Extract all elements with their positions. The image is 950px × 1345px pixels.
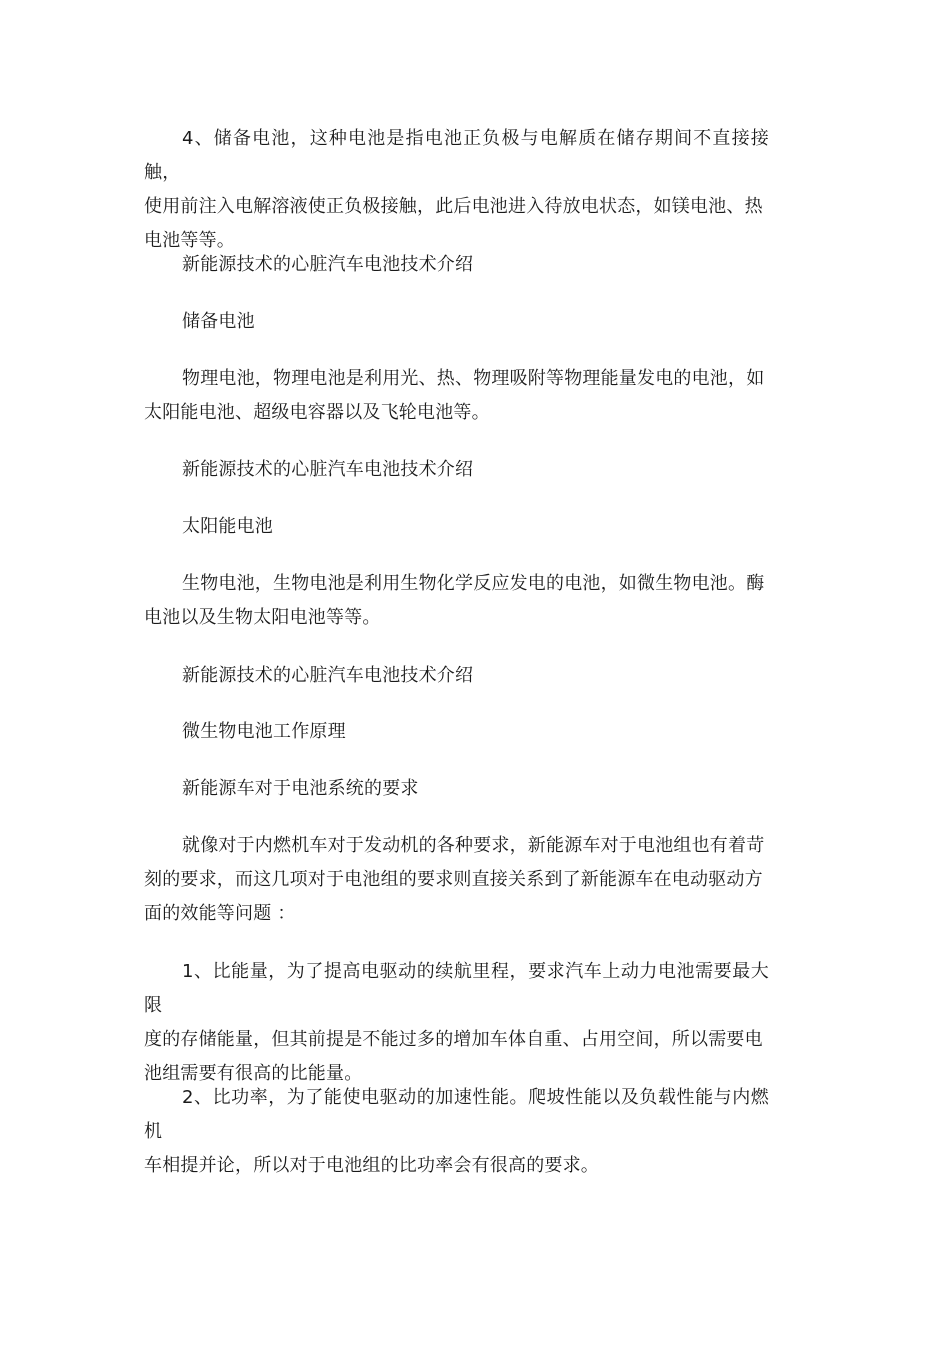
text-line: 微生物电池工作原理 xyxy=(182,721,346,742)
image-caption xyxy=(144,248,769,282)
image-caption xyxy=(144,453,769,487)
text-line: 2、比功率，为了能使电驱动的加速性能。爬坡性能以及负载性能与内燃机 xyxy=(144,1087,769,1142)
image-caption xyxy=(144,510,769,544)
text-line: 新能源技术的心脏汽车电池技术介绍 xyxy=(182,254,474,275)
text-line: 电池以及生物太阳电池等等。 xyxy=(144,607,381,628)
text-line: 储备电池 xyxy=(182,311,255,332)
text-line: 面的效能等问题 ： xyxy=(144,903,296,924)
paragraph-specific-power xyxy=(144,1081,769,1183)
text-line: 太阳能电池 xyxy=(182,516,273,537)
text-line: 物理电池，物理电池是利用光、热、物理吸附等物理能量发电的电池，如 xyxy=(182,368,765,389)
text-line: 1、比能量，为了提高电驱动的续航里程，要求汽车上动力电池需要最大限 xyxy=(144,961,769,1016)
paragraph-reserve-battery xyxy=(144,122,769,258)
text-line: 生物电池，生物电池是利用生物化学反应发电的电池，如微生物电池。酶 xyxy=(182,573,765,594)
text-line: 新能源车对于电池系统的要求 xyxy=(182,778,419,799)
image-caption xyxy=(144,659,769,693)
text-line: 新能源技术的心脏汽车电池技术介绍 xyxy=(182,665,474,686)
text-line: 就像对于内燃机车对于发动机的各种要求，新能源车对于电池组也有着苛 xyxy=(182,835,765,856)
text-line: 刻的要求，而这几项对于电池组的要求则直接关系到了新能源车在电动驱动方 xyxy=(144,869,763,890)
image-caption xyxy=(144,305,769,339)
text-line: 车相提并论，所以对于电池组的比功率会有很高的要求。 xyxy=(144,1155,599,1176)
section-heading xyxy=(144,772,769,806)
text-line: 电池等等。 xyxy=(144,230,235,251)
image-caption xyxy=(144,715,769,749)
paragraph-biological-battery xyxy=(144,567,769,635)
paragraph-physical-battery xyxy=(144,362,769,430)
paragraph-specific-energy xyxy=(144,955,769,1091)
text-line: 4、储备电池，这种电池是指电池正负极与电解质在储存期间不直接接触， xyxy=(144,128,769,183)
text-line: 太阳能电池、超级电容器以及飞轮电池等。 xyxy=(144,402,490,423)
text-line: 新能源技术的心脏汽车电池技术介绍 xyxy=(182,459,474,480)
paragraph-requirements-intro xyxy=(144,829,769,931)
text-line: 使用前注入电解溶液使正负极接触，此后电池进入待放电状态，如镁电池、热 xyxy=(144,196,763,217)
text-line: 池组需要有很高的比能量。 xyxy=(144,1063,363,1084)
text-line: 度的存储能量，但其前提是不能过多的增加车体自重、占用空间，所以需要电 xyxy=(144,1029,763,1050)
